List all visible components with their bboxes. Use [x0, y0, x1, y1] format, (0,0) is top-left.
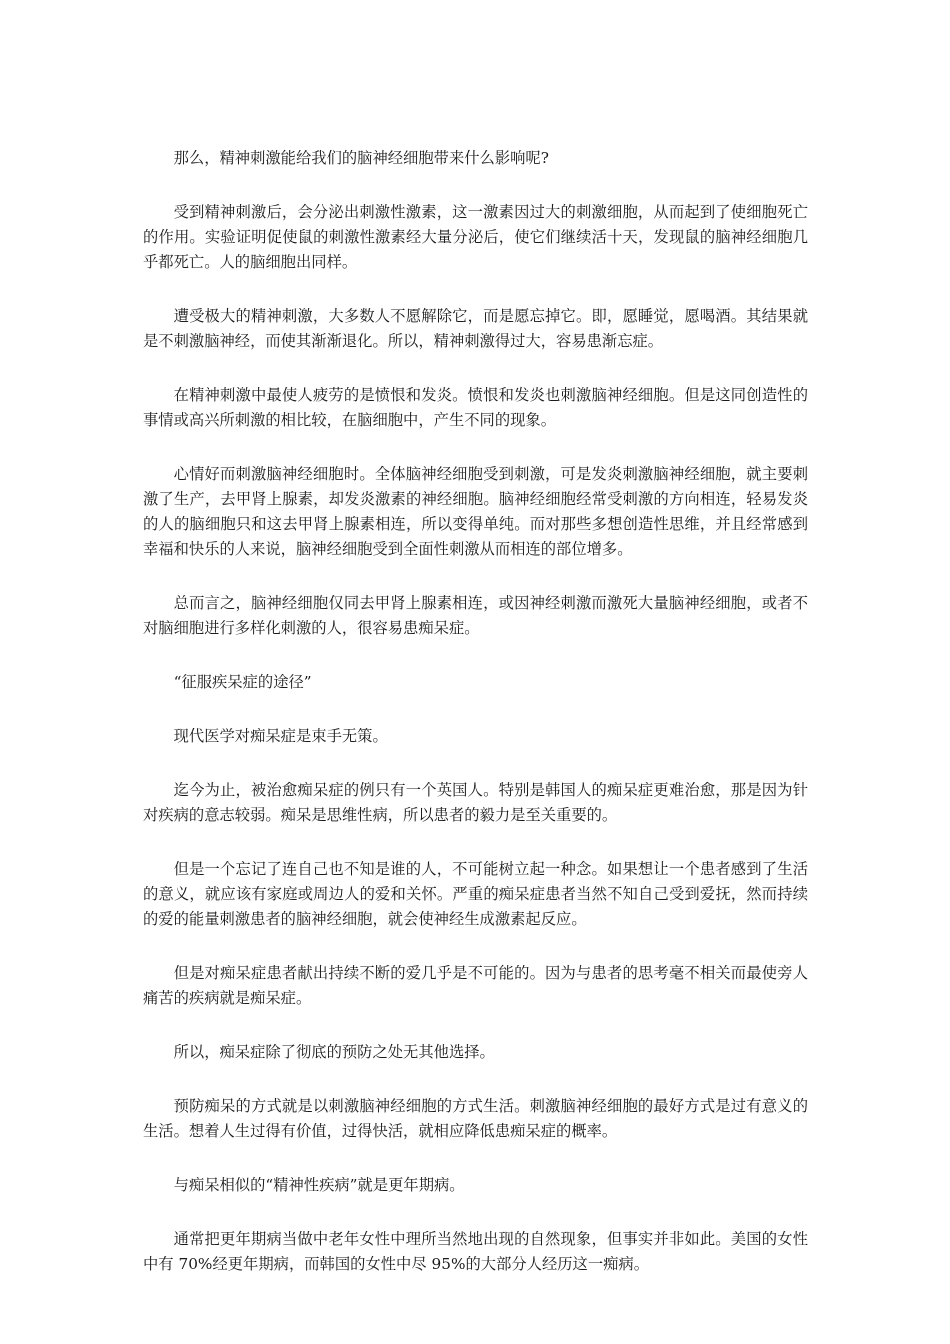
paragraph: 在精神刺激中最使人疲劳的是愤恨和发炎。愤恨和发炎也刺激脑神经细胞。但是这同创造性的事情或高兴所刺激的相比较，在脑细胞中，产生不同的现象。 [143, 386, 808, 429]
paragraph: 通常把更年期病当做中老年女性中理所当然地出现的自然现象，但事实并非如此。美国的女性中有 70%经更年期病，而韩国的女性中尽 95%的大部分人经历这一痴病。 [143, 1230, 808, 1273]
paragraph: 遭受极大的精神刺激，大多数人不愿解除它，而是愿忘掉它。即，愿睡觉，愿喝酒。其结果就是不刺激脑神经，而使其渐渐退化。所以，精神刺激得过大，容易患渐忘症。 [143, 307, 808, 350]
document-body [143, 146, 808, 1306]
paragraph: 预防痴呆的方式就是以刺激脑神经细胞的方式生活。刺激脑神经细胞的最好方式是过有意义的生活。想着人生过得有价值，过得快活，就相应降低患痴呆症的概率。 [143, 1097, 808, 1140]
paragraph: 所以，痴呆症除了彻底的预防之处无其他选择。 [173, 1043, 495, 1061]
paragraph: 迄今为止，被治愈痴呆症的例只有一个英国人。特别是韩国人的痴呆症更难治愈，那是因为针对疾病的意志较弱。痴呆是思维性病，所以患者的毅力是至关重要的。 [143, 781, 808, 824]
paragraph: 那么，精神刺激能给我们的脑神经细胞带来什么影响呢? [173, 149, 549, 167]
paragraph: 但是对痴呆症患者献出持续不断的爱几乎是不可能的。因为与患者的思考毫不相关而最使旁人痛苦的疾病就是痴呆症。 [143, 964, 808, 1007]
section-heading: “征服疾呆症的途径” [173, 673, 312, 691]
paragraph: 心情好而刺激脑神经细胞时。全体脑神经细胞受到刺激，可是发炎刺激脑神经细胞，就主要刺激了生产，去甲肾上腺素，却发炎激素的神经细胞。脑神经细胞经常受刺激的方向相连，轻易发炎的人的脑细胞只和这去甲肾上腺素相连，所以变得单纯。而对那些多想创造性思维，并且经常感到幸福和快乐的人来说，脑神经细胞受到全面性刺激从而相连的部位增多。 [143, 465, 808, 558]
paragraph: 但是一个忘记了连自己也不知是谁的人，不可能树立起一种念。如果想让一个患者感到了生活的意义，就应该有家庭或周边人的爱和关怀。严重的痴呆症患者当然不知自己受到爱抚，然而持续的爱的能量刺激患者的脑神经细胞，就会使神经生成激素起反应。 [143, 860, 808, 928]
paragraph: 受到精神刺激后，会分泌出刺激性激素，这一激素因过大的刺激细胞，从而起到了使细胞死亡的作用。实验证明促使鼠的刺激性激素经大量分泌后，使它们继续活十天，发现鼠的脑神经细胞几乎都死亡。人的脑细胞出同样。 [143, 203, 808, 271]
paragraph: 现代医学对痴呆症是束手无策。 [173, 727, 388, 745]
paragraph: 与痴呆相似的“精神性疾病”就是更年期病。 [173, 1176, 465, 1194]
paragraph: 总而言之，脑神经细胞仅同去甲肾上腺素相连，或因神经刺激而激死大量脑神经细胞，或者不对脑细胞进行多样化刺激的人，很容易患痴呆症。 [143, 594, 808, 637]
